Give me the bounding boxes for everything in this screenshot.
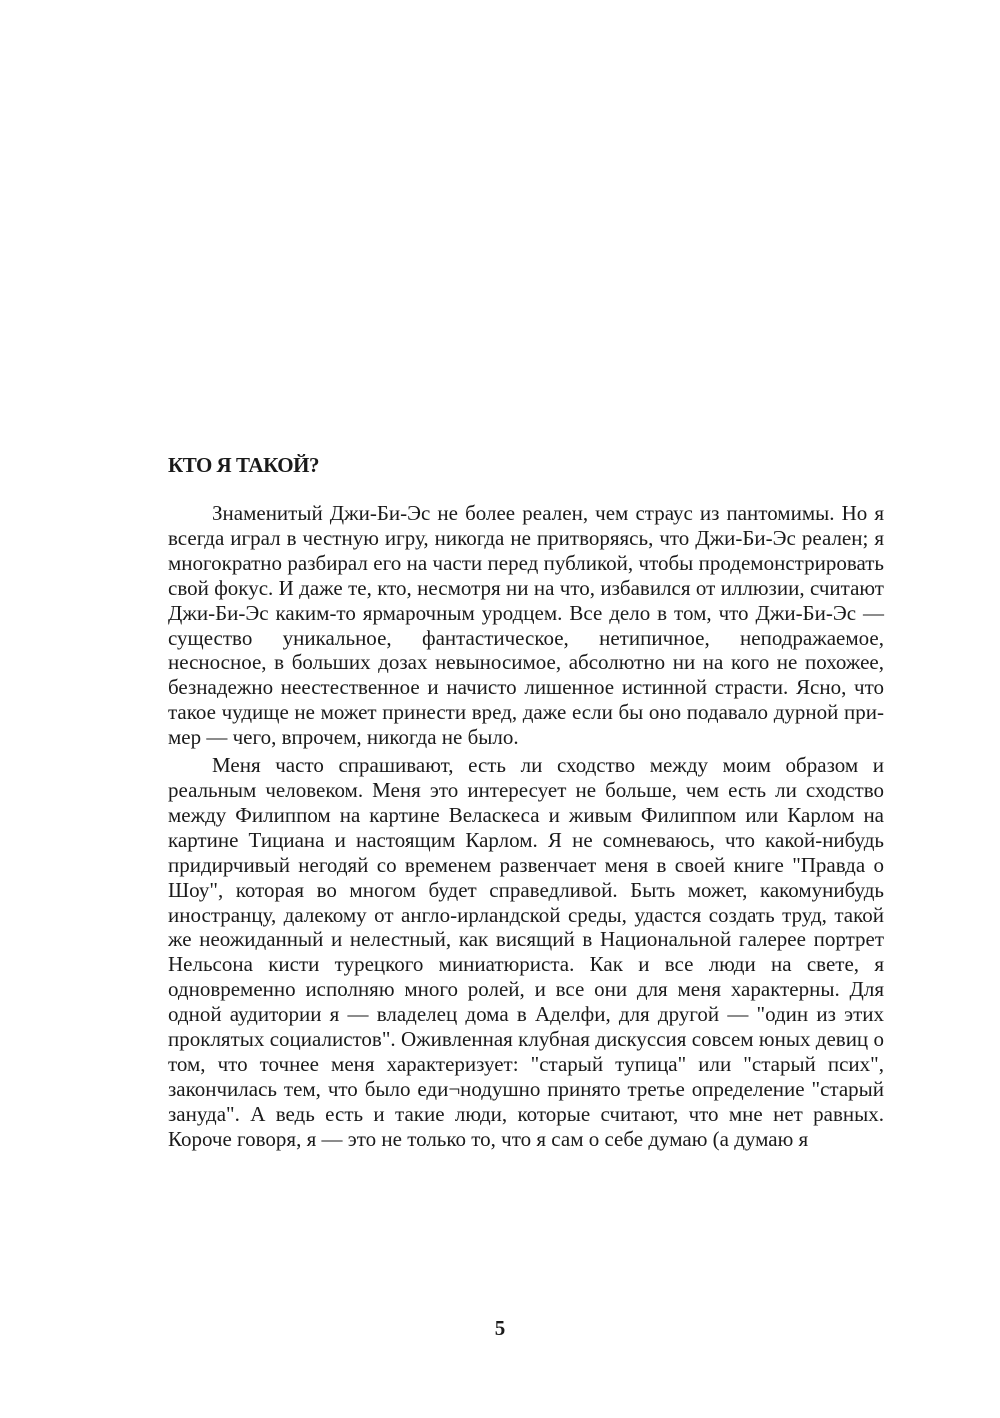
paragraph: Знаменитый Джи-Би-Эс не более реален, чем страус из пантомимы. Но я всегда играл в честную игру, никогда не притворяясь, что Джи-Би-Эс реален; я многократно разбирал его на части перед публикой, чтобы продемонстрировать свой фокус. И даже те, кто, несмотря ни на что, избавился от иллюзии, считают Джи-Би-Эс каким-то ярмарочным уродцем. Все дело в том, что Джи-Би-Эс — существо уникальное, фантастическое, нетипичное, неподражаемое, несносное, в больших дозах невыносимое, абсолютно ни на кого не похожее, безнадежно неестественное и начисто лишенное истинной страсти. Ясно, что такое чудище не может принести вред, даже если бы оно подавало дурной пример — чего, впрочем, никогда не было. — [168, 501, 884, 750]
page-number: 5 — [494, 1316, 506, 1340]
chapter-title: КТО Я ТАКОЙ? — [168, 453, 319, 477]
paragraph: Меня часто спрашивают, есть ли сходство между моим образом и реальным человеком. Меня это интересует не больше, чем есть ли сходство между Филиппом на картине Веласкеса и живым Филиппом или Карлом на картине Тициана и настоящим Карлом. Я не сомневаюсь, что какой-нибудь придирчивый негодяй со временем развенчает меня в своей книге "Правда о Шоу", которая во многом будет справедливой. Быть может, какомунибудь иностранцу, далекому от англо-ирландской среды, удастся создать труд, такой же неожиданный и нелестный, как висящий в Национальной галерее портрет Нельсона кисти турецкого миниатюриста. Как и все люди на свете, я одновременно исполняю много ролей, и все они для меня характерны. Для одной аудитории я — владелец дома в Аделфи, для другой — "один из этих проклятых социалистов". Оживленная клубная дискуссия совсем юных девиц о том, что точнее меня характеризует: "старый тупица" или "старый псих", закончилась тем, что было еди¬нодушно принято третье определение "старый зануда". А ведь есть и такие люди, которые считают, что мне нет равных. Короче говоря, я — это не только то, что я сам о себе думаю (а думаю я — [168, 753, 884, 1151]
chapter-body — [168, 501, 884, 1155]
